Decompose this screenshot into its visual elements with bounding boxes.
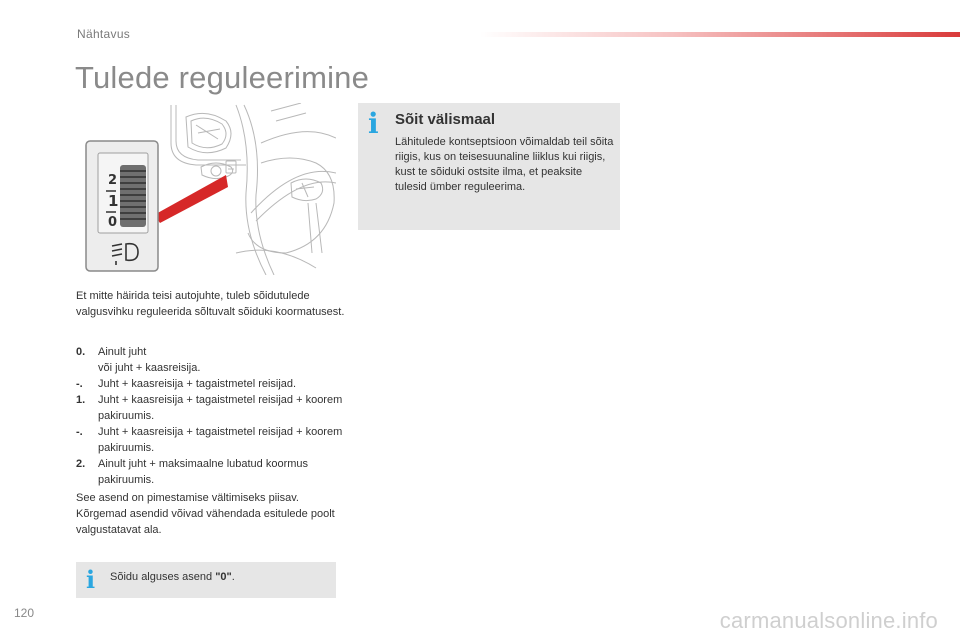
note-paragraph: See asend on pimestamise vältimiseks piisav. Kõrgemad asendid võivad vähendada esitulede poolt valgustatavat ala. — [76, 492, 335, 536]
tip-box — [76, 562, 336, 598]
page-number: 120 — [14, 606, 35, 620]
headlamp-adjuster-illustration — [76, 103, 336, 275]
legend-key: 2. — [76, 458, 86, 470]
section-label: Nähtavus — [77, 27, 131, 41]
info-box-body: Lähitulede kontseptsioon võimaldab teil sõita riigis, kus on teisesuunaline liiklus kui riigis, kust te sõiduki ostsite ilma, et peaksite tulesid ümber reguleerima. — [395, 136, 614, 193]
legend-text: Juht + kaasreisija + tagaistmetel reisijad. — [98, 378, 297, 390]
intro-paragraph: Et mitte häirida teisi autojuhte, tuleb sõidutulede valgusvihku reguleerida sõltuvalt sõiduki koormatusest. — [76, 290, 345, 318]
wheel-mark-0: 0 — [108, 215, 118, 230]
legend-key: 1. — [76, 394, 86, 406]
header-accent-bar — [480, 32, 960, 37]
legend-item — [76, 456, 346, 488]
watermark: carmanualsonline.info — [719, 608, 938, 633]
legend-item — [76, 392, 346, 424]
dashboard-drawing — [76, 103, 336, 275]
legend-key: 0. — [76, 346, 86, 358]
info-box-driving-abroad — [358, 103, 620, 230]
tip-prefix: Sõidu alguses asend — [110, 571, 216, 583]
pointer-arrow — [154, 175, 228, 223]
info-icon: i — [368, 107, 379, 140]
wheel-mark-2: 2 — [108, 173, 118, 188]
legend-key: -. — [76, 426, 83, 438]
info-box-title: Sõit välismaal — [395, 111, 496, 128]
legend-item — [76, 344, 346, 376]
wheel-mark-1: 1 — [108, 192, 119, 210]
info-icon: i — [86, 565, 96, 594]
legend-text: Juht + kaasreisija + tagaistmetel reisijad + koorem pakiruumis. — [98, 394, 343, 422]
legend-item — [76, 376, 346, 392]
legend-text: Ainult juht + maksimaalne lubatud koormus pakiruumis. — [98, 458, 309, 486]
legend-text: Ainult juht või juht + kaasreisija. — [98, 346, 201, 374]
tip-value: "0" — [215, 571, 232, 583]
page-title: Tulede reguleerimine — [75, 60, 370, 95]
tip-suffix: . — [231, 571, 235, 583]
legend-item — [76, 424, 346, 456]
tip-text — [110, 571, 235, 583]
legend-text: Juht + kaasreisija + tagaistmetel reisijad + koorem pakiruumis. — [98, 426, 343, 454]
position-legend — [76, 344, 346, 488]
legend-key: -. — [76, 378, 83, 390]
